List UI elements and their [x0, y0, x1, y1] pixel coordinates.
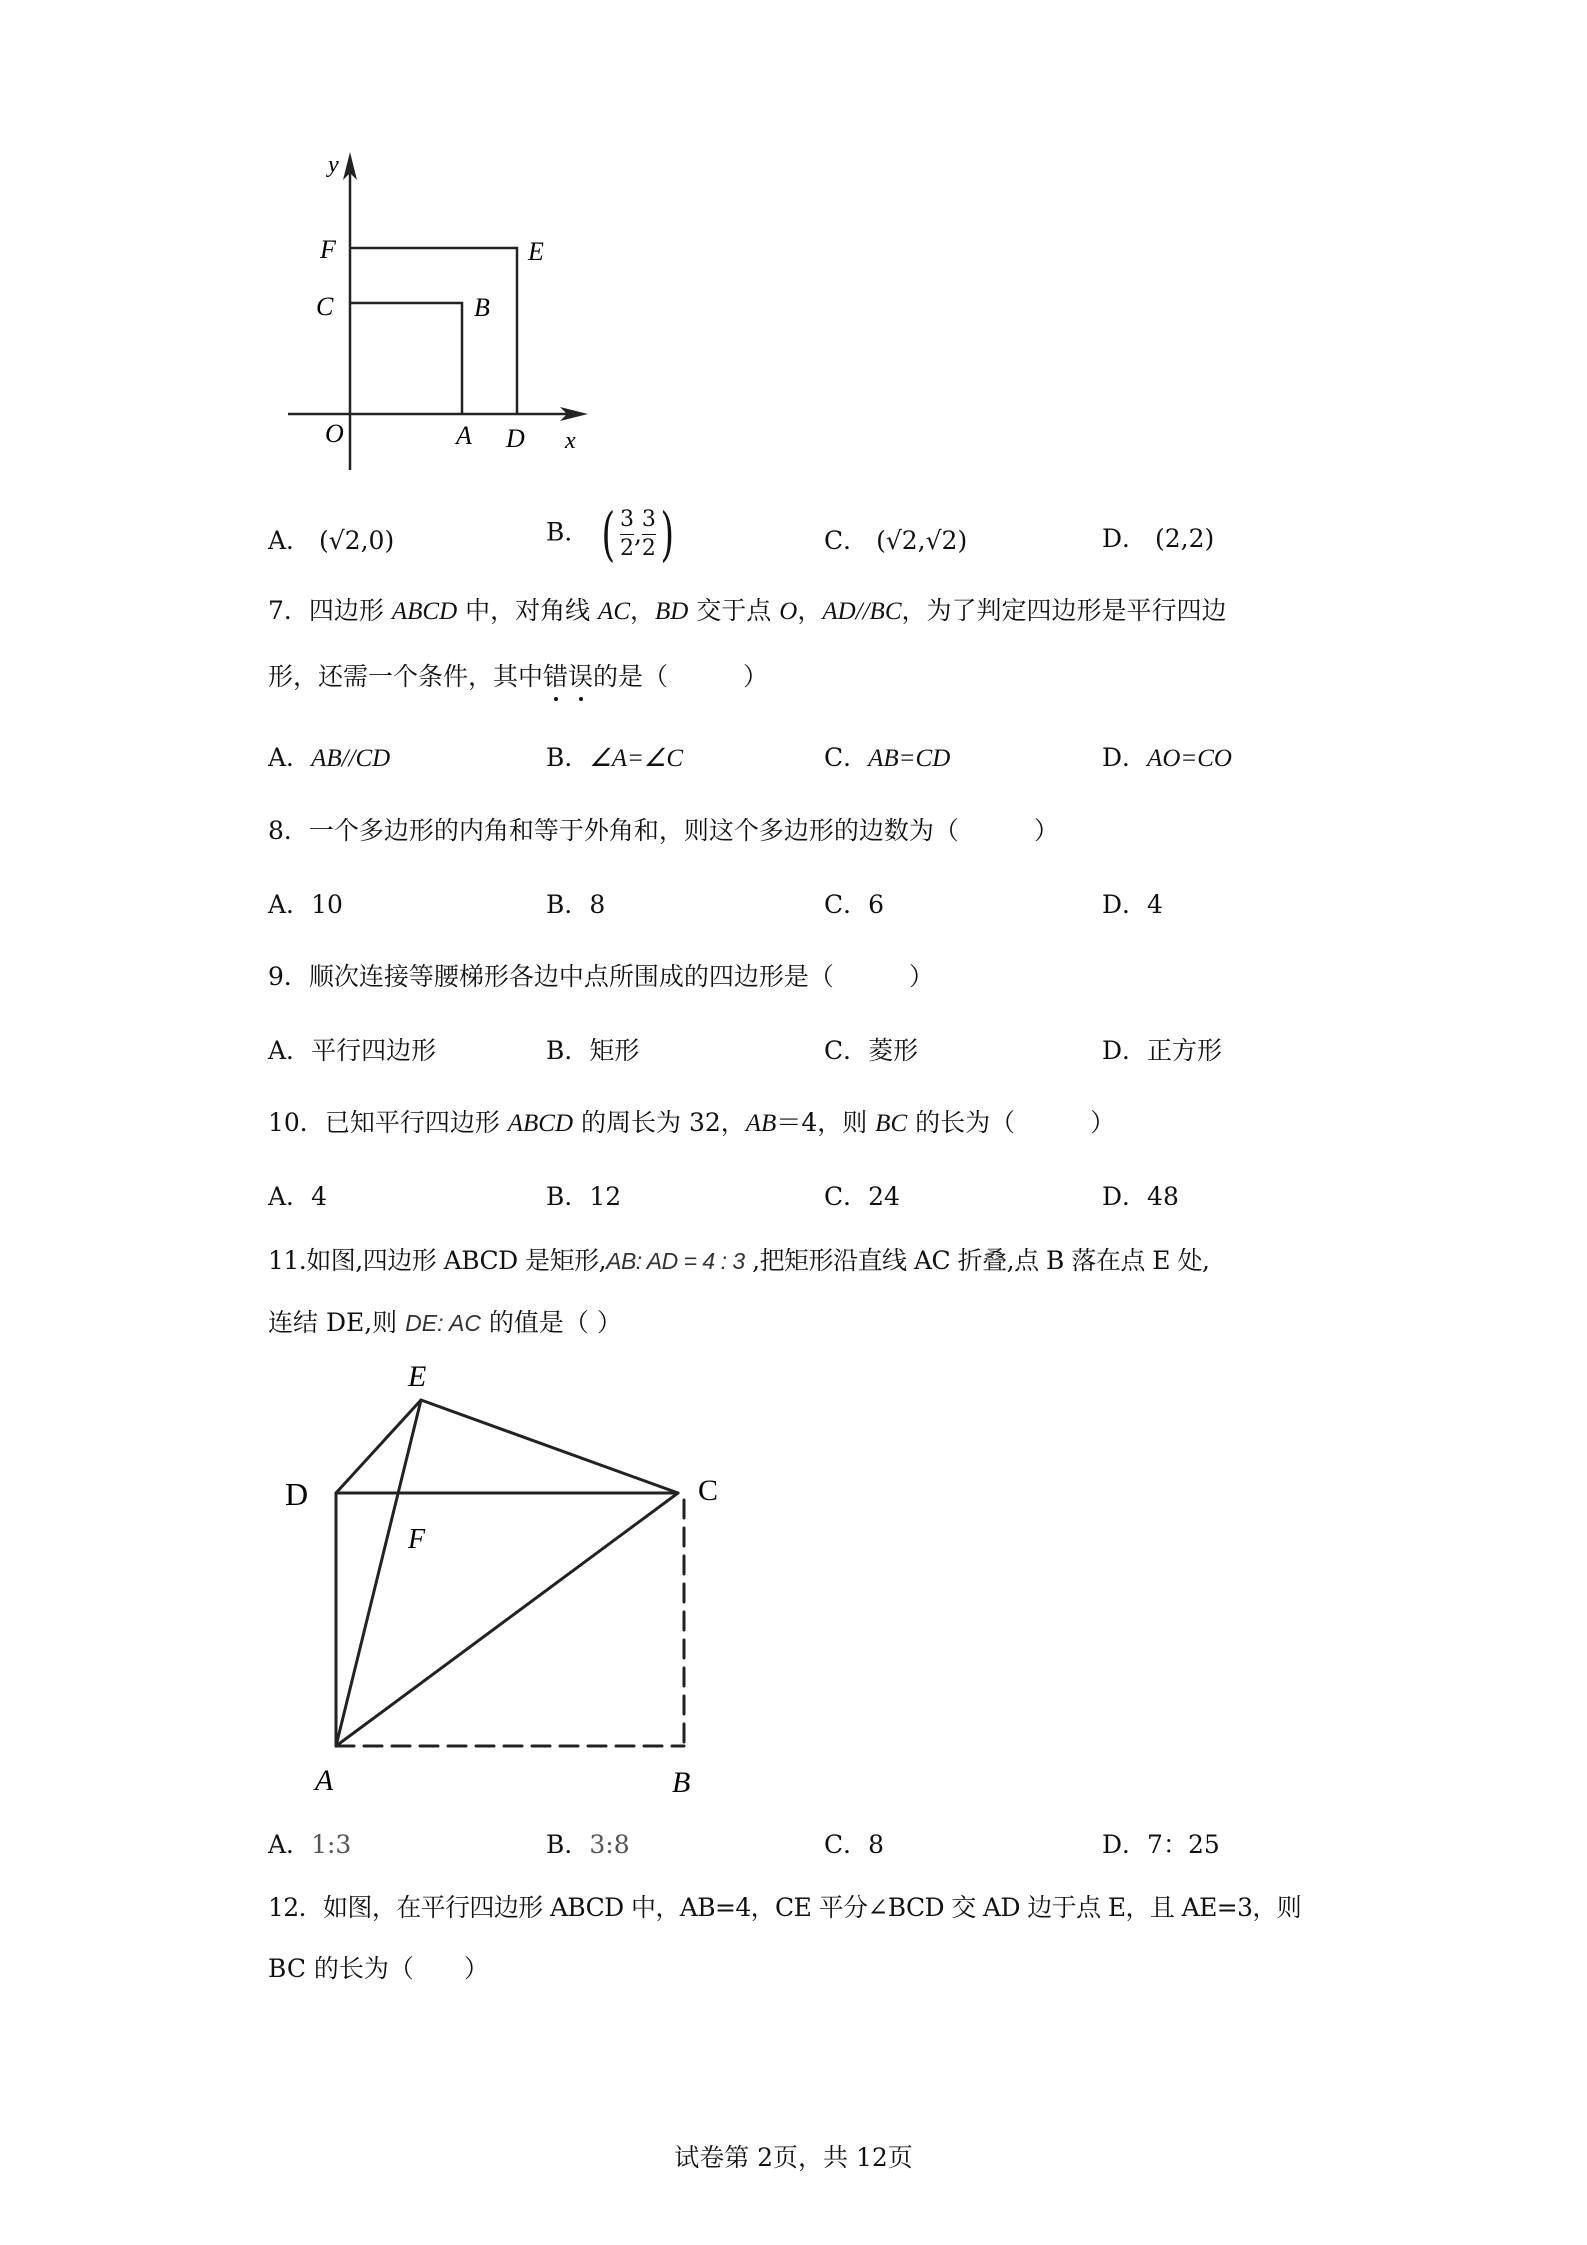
option-label: D． [1102, 524, 1148, 553]
option-label: A． [268, 743, 312, 772]
option-label: C． [824, 1036, 869, 1065]
option-text: 正方形 [1147, 1036, 1223, 1065]
text: 的是（ ） [593, 662, 769, 691]
option-text: 8 [589, 890, 606, 919]
option-label: A． [268, 890, 312, 919]
text: 已知平行四边形 [324, 1108, 508, 1137]
q11-option-c[interactable] [824, 1832, 884, 1857]
text: 连结 DE,则 [268, 1308, 406, 1337]
option-text: AO=CO [1147, 745, 1232, 772]
text: 形，还需一个条件，其中 [268, 662, 544, 691]
q7-option-b[interactable] [546, 745, 683, 771]
segment-EC [421, 1400, 678, 1493]
option-text: 1:3 [311, 1830, 352, 1859]
label-D: D [506, 424, 525, 453]
question-9 [268, 964, 934, 989]
emphasis-char: 错 [543, 662, 569, 691]
option-label: B． [546, 890, 590, 919]
option-label: A． [268, 1036, 312, 1065]
option-label: B． [546, 1036, 590, 1065]
label-B: B [474, 293, 490, 322]
math: BD [655, 598, 689, 625]
text: ，为了判定四边形是平行四边 [901, 596, 1227, 625]
rect-ODEF [350, 248, 517, 414]
option-text: 矩形 [589, 1036, 640, 1065]
option-label: D． [1102, 743, 1148, 772]
option-text: 24 [868, 1182, 900, 1211]
option-text: AB=CD [868, 745, 951, 772]
q11-option-a[interactable] [268, 1832, 351, 1857]
q6-option-b[interactable]: B． ( $\frac{3}{2}$ , $\frac{3}{2}$ ) [546, 500, 675, 568]
label-y: y [328, 152, 339, 178]
rectangle-fold-figure [270, 1350, 750, 1810]
option-label: C． [824, 743, 869, 772]
label-E: E [408, 1360, 427, 1393]
question-number: 11. [268, 1246, 307, 1275]
q7-option-a[interactable] [268, 745, 390, 771]
label-E: E [528, 237, 544, 266]
paren-left: ( [601, 500, 616, 568]
q10-option-c[interactable] [824, 1184, 900, 1209]
fraction [642, 508, 656, 559]
q8-option-a[interactable] [268, 892, 343, 917]
text: ， [797, 596, 823, 625]
q10-option-a[interactable] [268, 1184, 327, 1209]
text: 如图,四边形 ABCD 是矩形, [306, 1246, 607, 1275]
option-label: D． [1102, 890, 1148, 919]
option-label: B． [546, 1830, 590, 1859]
text: ,把矩形沿直线 AC 折叠,点 B 落在点 E 处, [744, 1246, 1210, 1275]
option-text: (√2,√2) [876, 526, 968, 555]
option-text: (√2,0) [319, 526, 395, 555]
text: 的周长为 32， [573, 1108, 746, 1137]
numerator: 3 [619, 507, 634, 533]
q6-option-a[interactable] [268, 528, 394, 553]
option-text: 3:8 [589, 1830, 630, 1859]
option-text: ∠A=∠C [589, 745, 684, 772]
label-C: C [698, 1474, 719, 1507]
question-11-line-2 [268, 1310, 622, 1335]
label-D: D [285, 1476, 309, 1512]
option-text: 菱形 [868, 1036, 919, 1065]
label-O: O [325, 419, 344, 448]
math: ABCD [391, 598, 458, 625]
option-label: C． [824, 1830, 869, 1859]
label-F: F [408, 1524, 426, 1555]
math: AB [745, 1110, 777, 1137]
label-F: F [320, 235, 336, 264]
q8-option-c[interactable] [824, 892, 884, 917]
question-number: 9． [268, 962, 309, 991]
option-label: B． [546, 517, 590, 547]
option-label: A． [268, 526, 312, 555]
option-text: 12 [589, 1182, 622, 1211]
q9-option-d[interactable] [1102, 1038, 1222, 1063]
q7-option-c[interactable] [824, 745, 950, 771]
option-label: B． [546, 1182, 590, 1211]
math: AD//BC [822, 598, 902, 625]
text: ， [630, 596, 656, 625]
q6-option-c[interactable] [824, 528, 967, 553]
question-12-line-1 [268, 1895, 1301, 1920]
question-number: 7． [268, 596, 309, 625]
option-label: C． [824, 1182, 869, 1211]
text: 的值是（ ） [480, 1308, 622, 1337]
label-B: B [672, 1766, 691, 1799]
option-text: 48 [1147, 1182, 1179, 1211]
q11-option-d[interactable] [1102, 1832, 1220, 1857]
question-11-line-1 [268, 1248, 1209, 1273]
question-number: 10． [268, 1108, 325, 1137]
paren-right: ) [660, 500, 675, 568]
option-text: 8 [868, 1830, 885, 1859]
question-text: 如图，在平行四边形 ABCD 中，AB=4，CE 平分∠BCD 交 AD 边于点 E，且 AE=3，则 [323, 1893, 1302, 1922]
option-label: D． [1102, 1830, 1148, 1859]
math: AB: AD = 4 : 3 [606, 1248, 745, 1274]
q10-option-d[interactable] [1102, 1184, 1179, 1209]
fraction [620, 508, 634, 559]
question-7-line-2 [268, 664, 768, 689]
option-label: C． [824, 890, 869, 919]
math: AC [598, 598, 630, 625]
text: 交于点 [688, 596, 780, 625]
q8-option-b[interactable] [546, 892, 605, 917]
question-8 [268, 818, 1059, 843]
label-C: C [316, 292, 334, 321]
q6-option-d[interactable] [1102, 526, 1214, 551]
option-text: 10 [311, 890, 343, 919]
math: ABCD [507, 1110, 574, 1137]
question-number: 12． [268, 1893, 324, 1922]
text: 四边形 [308, 596, 392, 625]
page-footer: 试卷第 2页，共 12页 [674, 2143, 913, 2172]
question-number: 8． [268, 816, 309, 845]
option-label: A． [268, 1182, 312, 1211]
option-text: 4 [311, 1182, 327, 1211]
q7-option-d[interactable] [1102, 745, 1232, 771]
option-label: D． [1102, 1036, 1148, 1065]
math: BC [875, 1110, 908, 1137]
option-label: A． [268, 1830, 312, 1859]
option-text: (2,2) [1155, 524, 1215, 553]
label-x: x [565, 428, 576, 454]
option-text: AB//CD [311, 745, 391, 772]
question-text: 顺次连接等腰梯形各边中点所围成的四边形是（ ） [308, 962, 934, 991]
math: O [779, 598, 798, 625]
numerator: 3 [641, 507, 656, 533]
question-7-line-1 [268, 598, 1227, 624]
q9-option-c[interactable] [824, 1038, 918, 1063]
math: DE: AC [405, 1310, 481, 1336]
option-text: 7：25 [1147, 1830, 1220, 1859]
option-label: B． [546, 743, 590, 772]
question-12-line-2 [268, 1956, 489, 1981]
q10-option-b[interactable] [546, 1184, 621, 1209]
denominator: 2 [619, 535, 634, 561]
q9-option-b[interactable] [546, 1038, 639, 1063]
q9-option-a[interactable] [268, 1038, 436, 1063]
question-10 [268, 1110, 1115, 1136]
q8-option-d[interactable] [1102, 892, 1163, 917]
option-label: D． [1102, 1182, 1148, 1211]
text: 中，对角线 [457, 596, 599, 625]
q11-option-b[interactable] [546, 1832, 630, 1857]
question-text: 一个多边形的内角和等于外角和，则这个多边形的边数为（ ） [308, 816, 1059, 845]
emphasis-char: 误 [568, 662, 594, 691]
option-text: 4 [1147, 890, 1163, 919]
rect-OABC [350, 303, 462, 414]
denominator: 2 [641, 535, 656, 561]
text: ＝4，则 [776, 1108, 876, 1137]
option-text: 6 [868, 890, 885, 919]
question-text: BC 的长为（ ） [268, 1954, 489, 1983]
label-A: A [456, 421, 472, 450]
coordinate-figure [270, 140, 610, 480]
option-text: 平行四边形 [311, 1036, 437, 1065]
text: 的长为（ ） [907, 1108, 1116, 1137]
label-A: A [315, 1764, 334, 1797]
option-label: C． [824, 526, 869, 555]
